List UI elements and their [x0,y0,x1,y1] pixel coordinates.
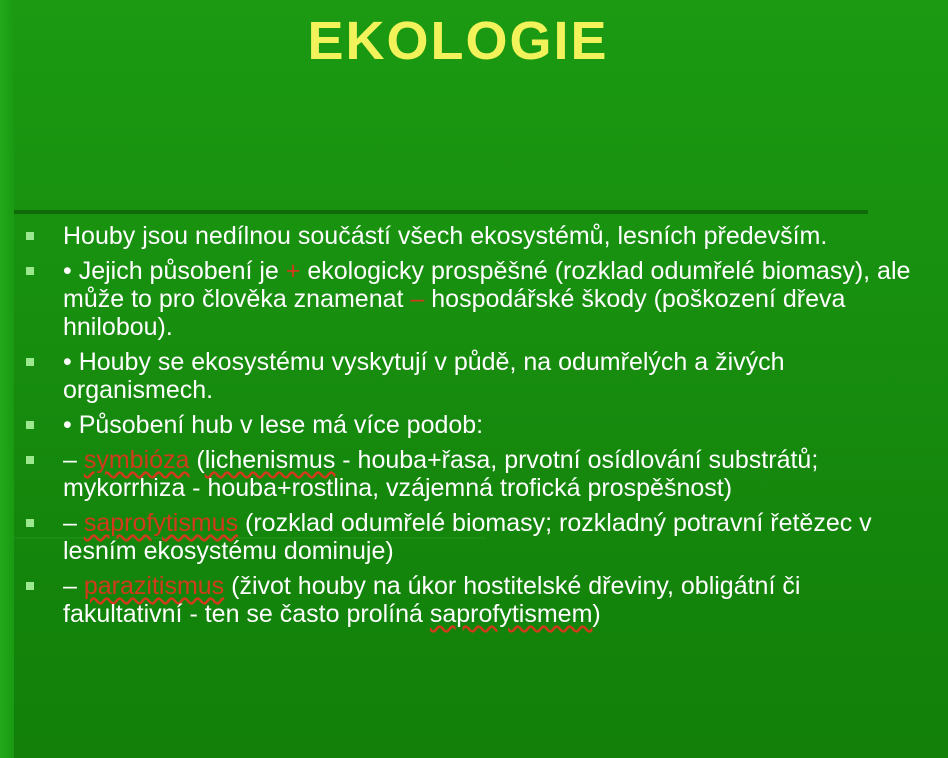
item-text-part: - houba+řasa, prvotní osídlování substrátů; mykorrhiza - houba+rostlina, vzájemná trofická prospěšnost) [63,446,819,502]
square-bullet-icon [26,582,34,590]
square-bullet-icon [26,267,34,275]
term-parazitismus: parazitismus [83,572,225,600]
item-text [63,446,926,502]
item-text [63,572,926,628]
item-text-part: • Jejich působení je [63,257,286,285]
item-text [63,509,926,565]
item-text-part: ( [189,446,205,474]
item-text-part: hospodářské škody (poškození dřeva hnilobou). [63,285,846,341]
plus-sign: + [285,257,301,285]
item-text: • Houby se ekosystému vyskytují v půdě, na odumřelých a živých organismech. [63,348,785,404]
list-item [26,411,926,439]
square-bullet-icon [26,358,34,366]
slide-title: EKOLOGIE [307,11,609,71]
item-text: • Působení hub v lese má více podob: [63,411,484,439]
item-text-part: ekologicky prospěšné (rozklad odumřelé biomasy), ale může to pro člověka znamenat [63,257,911,313]
term-symbioza: symbióza [83,446,190,474]
square-bullet-icon [26,421,34,429]
term-saprofytismem: saprofytismem [429,600,593,628]
bullet-list [26,222,926,635]
item-text-part: ) [592,600,601,628]
term-lichenismus: lichenismus [204,446,336,474]
term-saprofytismus: saprofytismus [83,509,239,537]
slide-left-bar [0,0,14,758]
item-text: Houby jsou nedílnou součástí všech ekosystémů, lesních především. [63,222,828,250]
item-text-part: (život houby na úkor hostitelské dřeviny, obligátní či fakultativní - ten se často prolíná [63,572,801,628]
square-bullet-icon [26,456,34,464]
list-item [26,509,926,565]
item-text [63,257,926,341]
dash: – [63,572,84,600]
list-item [26,348,926,404]
list-item [26,257,926,341]
minus-sign: – [410,285,425,313]
dash: – [63,509,84,537]
square-bullet-icon [26,519,34,527]
list-item [26,222,926,250]
square-bullet-icon [26,232,34,240]
item-text-part: (rozklad odumřelé biomasy; rozkladný potravní řetězec v lesním ekosystému dominuje) [63,509,872,565]
title-divider [14,210,868,214]
list-item [26,572,926,628]
dash: – [63,446,84,474]
list-item [26,446,926,502]
